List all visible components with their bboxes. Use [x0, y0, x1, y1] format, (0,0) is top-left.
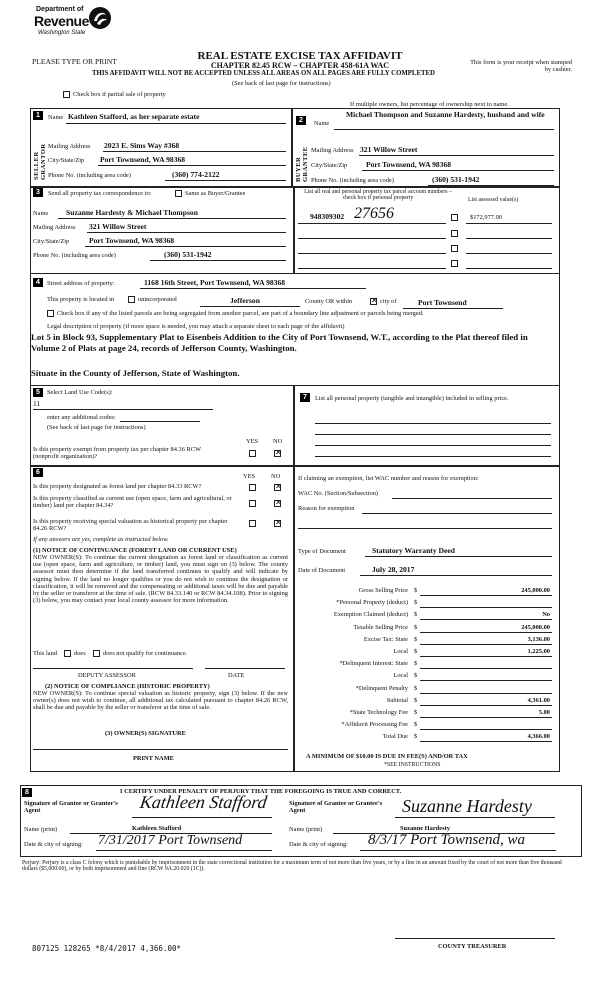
grantor-signature[interactable]: Kathleen Stafford [138, 792, 269, 812]
exempt-yes-checkbox[interactable] [249, 450, 256, 457]
tax-row-label: Excise Tax: State [363, 636, 408, 643]
tax-row-label: *Delinquent Interest: State [339, 660, 408, 667]
tax-row-label: Local [393, 648, 408, 655]
partial-sale-label: Check box if partial sale of property [73, 91, 166, 98]
q-forest: Is this property designated as forest land per chapter 84.33 RCW? [33, 483, 202, 490]
seller-tag: SELLER GRANTOR [33, 143, 47, 180]
land-does-not-checkbox[interactable] [93, 650, 100, 657]
tax-row-dollar: $ [414, 721, 418, 728]
tax-row-value[interactable]: 3,136.00 [527, 636, 550, 643]
doc-type-label: Type of Document [298, 548, 346, 555]
tax-row-label: *State Technology Fee [349, 709, 408, 716]
dept-line2: Revenue [34, 13, 89, 29]
q-current-use: Is this property classified as current use (open space, farm and agricultural, or timber) land per chapter 84.34? [33, 495, 232, 510]
seller-mail[interactable]: 2023 E. Sims Way #368 [104, 141, 180, 150]
see-instructions: *SEE INSTRUCTIONS [384, 762, 441, 768]
parcel-header: List all real and personal property tax parcel account numbers – check box if personal property [304, 189, 452, 202]
additional-codes-label: enter any additional codes: [47, 414, 116, 421]
grantee-name[interactable]: Suzanne Hardesty [400, 825, 450, 832]
see-back-header: (See back of last page for instructions) [232, 80, 331, 87]
corr-mail-label: Mailing Address [33, 224, 76, 231]
grantor-name-label: Name (print) [24, 826, 58, 833]
forest-yes-checkbox[interactable] [249, 484, 256, 491]
tax-row-label: *Affidavit Processing Fee [341, 721, 408, 728]
tax-row-dollar: $ [414, 709, 418, 716]
segregated-label: Check box if any of the listed parcels are being segregated from another parcel, are part of a boundary line adjustment or parcels being merged. [57, 310, 424, 317]
parcel-number[interactable]: 948309302 [310, 212, 345, 221]
tax-row-dollar: $ [414, 599, 418, 606]
legal-description[interactable]: Lot 5 in Block 93, Supplementary Plat to Eisenbeis Addition to the City of Port Townsend, W.T., according to the Plat thereof filed in Volume 2 of Plats at page 24, records of Jefferson County, Washington. [31, 332, 528, 353]
same-as-buyer-label: Same as Buyer/Grantee [185, 190, 246, 197]
form-title: REAL ESTATE EXCISE TAX AFFIDAVIT [197, 50, 403, 62]
notice2-title: (2) NOTICE OF COMPLIANCE (HISTORIC PROPERTY) [45, 683, 210, 690]
land-use-label: Select Land Use Code(s): [47, 389, 113, 396]
corr-phone[interactable]: (360) 531-1942 [164, 250, 212, 259]
doc-date[interactable]: July 28, 2017 [372, 565, 415, 574]
land-use-see-back: (See back of last page for instructions) [47, 424, 146, 431]
tax-row-dollar: $ [414, 611, 418, 618]
grantor-date[interactable]: 7/31/2017 Port Townsend [98, 833, 243, 848]
dept-line3: Washington State [38, 30, 86, 36]
historic-no-checkbox[interactable] [274, 520, 281, 527]
section-5-number: 5 [33, 388, 43, 397]
personal-property-label: List all personal property (tangible and intangible) included in selling price. [315, 395, 509, 402]
seller-city[interactable]: Port Townsend, WA 98368 [100, 155, 186, 164]
section-6-number: 6 [33, 468, 43, 477]
seller-city-label: City/State/Zip [48, 157, 85, 164]
personal-property-checkbox-3[interactable] [451, 245, 458, 252]
section-8-number: 8 [22, 788, 32, 797]
forest-no-checkbox[interactable] [274, 484, 281, 491]
section-3-number: 3 [33, 188, 43, 197]
current-use-no-checkbox[interactable] [274, 500, 281, 507]
certify-statement: I CERTIFY UNDER PENALTY OF PERJURY THAT THE FOREGOING IS TRUE AND CORRECT. [120, 788, 402, 795]
cashier-stamp: 807125 128265 *8/4/2017 4,366.00* [32, 944, 182, 953]
tax-row-label: Total Due [382, 733, 408, 740]
county-treasurer-label: COUNTY TREASURER [438, 943, 507, 950]
assessed-header: List assessed value(s) [468, 197, 519, 203]
please-type: PLEASE TYPE OR PRINT [32, 57, 117, 66]
historic-yes-checkbox[interactable] [249, 520, 256, 527]
perjury-note: Perjury: Perjury is a class C felony which is punishable by imprisonment in the state correctional institution for a maximum term of not more than five years, or by a fine in an amount fixed by the court of not more than five thousand dollars ($5,000.00), or by both imprisonment and fine (RCW 9A.20.020 (1C)). [22, 860, 562, 873]
s6-yes: YES [243, 473, 256, 480]
city-of-checkbox[interactable] [370, 298, 377, 305]
tax-row-dollar: $ [414, 587, 418, 594]
section-2-number: 2 [296, 116, 306, 125]
form-warning: THIS AFFIDAVIT WILL NOT BE ACCEPTED UNLESS ALL AREAS ON ALL PAGES ARE FULLY COMPLETED [92, 70, 435, 77]
tax-row-value[interactable]: 245,000.00 [521, 587, 550, 594]
owner-signature-label: (3) OWNER(S) SIGNATURE [105, 730, 186, 737]
deputy-assessor-label: DEPUTY ASSESSOR [78, 672, 136, 679]
form-chapter: CHAPTER 82.45 RCW – CHAPTER 458-61A WAC [210, 61, 390, 70]
s5-yes: YES [246, 438, 259, 445]
tax-row-label: Gross Selling Price [358, 587, 408, 594]
corr-phone-label: Phone No. (including area code) [33, 252, 116, 259]
if-yes-note: If any answers are yes, complete as instructed below. [33, 536, 169, 543]
tax-row-value[interactable]: 4,366.00 [527, 733, 550, 740]
s6-no: NO [271, 473, 281, 480]
tax-row-dollar: $ [414, 648, 418, 655]
tax-row-dollar: $ [414, 636, 418, 643]
tax-row-dollar: $ [414, 685, 418, 692]
tax-row-value[interactable]: No [542, 611, 550, 618]
notice2-body: NEW OWNER(S): To continue special valuation as historic property, sign (3) below. If the new owner(s) does not wish to continue, all additional tax calculated pursuant to chapter 84.26 RCW, shall be due and payable by the seller or transferor at the time of sale. [33, 690, 288, 712]
tax-row-value[interactable]: 4,361.00 [527, 697, 550, 704]
date-label: DATE [228, 672, 245, 679]
does-label: does [74, 650, 86, 657]
partial-sale-checkbox[interactable] [63, 91, 70, 98]
exemption-label: If claiming an exemption, list WAC number and reason for exemption: [298, 475, 479, 482]
personal-property-checkbox-2[interactable] [451, 230, 458, 237]
situate[interactable]: Situate in the County of Jefferson, State of Washington. [31, 368, 240, 378]
city-value[interactable]: Port Townsend [418, 298, 467, 307]
corr-mail[interactable]: 321 Willow Street [89, 222, 147, 231]
tax-row-label: Exemption Claimed (deduct) [333, 611, 408, 618]
buyer-phone-label: Phone No. (including area code) [311, 177, 394, 184]
current-use-yes-checkbox[interactable] [249, 500, 256, 507]
seller-name[interactable]: Kathleen Stafford, as her separate estate [68, 112, 200, 121]
buyer-mail-label: Mailing Address [311, 147, 354, 154]
grantee-sig-label: Signature of Grantee or Grantee's Agent [289, 800, 383, 815]
personal-property-checkbox-1[interactable] [451, 214, 458, 221]
exempt-question: Is this property exempt from property tax per chapter 84.36 RCW (nonprofit organization)? [33, 446, 201, 461]
dor-logo [32, 6, 114, 40]
minimum-note: A MINIMUM OF $10.00 IS DUE IN FEE(S) AND/OR TAX [306, 753, 468, 760]
tax-row-dollar: $ [414, 624, 418, 631]
section-7-number: 7 [300, 393, 310, 402]
correspondence-label: Send all property tax correspondence to: [48, 190, 152, 197]
grantor-date-label: Date & city of signing: [24, 841, 83, 848]
land-does-checkbox[interactable] [64, 650, 71, 657]
seller-name-label: Name [48, 114, 64, 121]
grantee-signature[interactable]: Suzanne Hardesty [402, 796, 532, 816]
section-6-current-use [30, 465, 294, 772]
section-1-number: 1 [33, 111, 43, 120]
buyer-phone[interactable]: (360) 531-1942 [432, 175, 480, 184]
grantor-sig-label: Signature of Grantor or Grantor's Agent [24, 800, 118, 815]
corr-name[interactable]: Suzanne Hardesty & Michael Thompson [66, 208, 198, 217]
q-historic: Is this property receiving special valuation as historical property per chapter 84.26 RCW? [33, 518, 228, 533]
print-name-label: PRINT NAME [133, 755, 174, 762]
doc-date-label: Date of Document [298, 567, 346, 574]
seller-phone[interactable]: (360) 774-2122 [172, 170, 220, 179]
tax-row-label: *Personal Property (deduct) [336, 599, 408, 606]
legal-label: Legal description of property (if more space is needed, you may attach a separate sheet to each page of the affidavit) [47, 323, 345, 330]
assessed-value[interactable]: $172,977.00 [470, 214, 502, 221]
unincorporated-label: unincorporated [138, 296, 177, 303]
personal-property-checkbox-4[interactable] [451, 260, 458, 267]
tax-row-value[interactable]: 5.00 [538, 709, 550, 716]
tax-row-label: Taxable Selling Price [353, 624, 408, 631]
corr-name-label: Name [33, 210, 49, 217]
grantee-date-label: Date & city of signing: [289, 841, 348, 848]
tax-row-dollar: $ [414, 660, 418, 667]
tax-row-label: *Delinquent Penalty [355, 685, 408, 692]
unincorporated-checkbox[interactable] [128, 296, 135, 303]
wac-label: WAC No. (Section/Subsection) [298, 490, 379, 497]
city-of-label: city of [380, 298, 397, 305]
receipt-note: This form is your receipt when stamped by cashier. [470, 59, 572, 74]
buyer-mail[interactable]: 321 Willow Street [360, 145, 418, 154]
s5-no: NO [273, 438, 283, 445]
buyer-tag: BUYER GRANTEE [295, 146, 309, 182]
notice1-title: (1) NOTICE OF CONTINUANCE (FOREST LAND OR CURRENT USE) [33, 547, 237, 554]
segregated-checkbox[interactable] [47, 310, 54, 317]
corr-city-label: City/State/Zip [33, 238, 70, 245]
multiple-owners-note: If multiple owners, list percentage of ownership next to name. [350, 101, 509, 108]
seller-phone-label: Phone No. (including area code) [48, 172, 131, 179]
exempt-no-checkbox[interactable] [274, 450, 281, 457]
same-as-buyer-checkbox[interactable] [175, 190, 182, 197]
tax-row-value[interactable]: 245,000.00 [521, 624, 550, 631]
dor-swirl-icon [88, 6, 112, 30]
grantee-date[interactable]: 8/3/17 Port Townsend, wa [368, 832, 525, 848]
street-label: Street address of property: [47, 280, 115, 287]
grantee-name-label: Name (print) [289, 826, 323, 833]
reason-label: Reason for exemption [298, 505, 355, 512]
corr-city[interactable]: Port Townsend, WA 98368 [89, 236, 175, 245]
doc-type[interactable]: Statutory Warranty Deed [372, 546, 455, 555]
buyer-name[interactable]: Michael Thompson and Suzanne Hardesty, husband and wife [346, 110, 545, 119]
county-label: County OR within [305, 298, 353, 305]
buyer-city[interactable]: Port Townsend, WA 98368 [366, 160, 452, 169]
buyer-city-label: City/State/Zip [311, 162, 348, 169]
notice1-body: NEW OWNER(S): To continue the current designation as forest land or classification as current use (open space, farm and agriculture, or timber) land, you must sign on (3) below. The county assessor must then determine if the land transferred continues to qualify and will indicate by signing below. If the land no longer qualifies or you do not wish to continue the designation or classification, it will be removed and the compensating or additional taxes will be due and payable by the seller or transferor at the time of sale. (RCW 84.33.140 or RCW 84.34.108). Prior to signing (3) below, you may contact your local county assessor for more information. [33, 554, 288, 605]
county-value[interactable]: Jefferson [230, 296, 260, 305]
tax-row-dollar: $ [414, 733, 418, 740]
tax-row-dollar: $ [414, 672, 418, 679]
tax-row-label: Local [393, 672, 408, 679]
land-use-code[interactable]: 11 [33, 399, 41, 408]
tax-row-dollar: $ [414, 697, 418, 704]
seller-mail-label: Mailing Address [48, 143, 91, 150]
located-label: This property is located in [47, 296, 115, 303]
does-not-label: does not qualify for continuance. [103, 650, 188, 657]
grantor-name[interactable]: Kathleen Stafford [132, 825, 182, 832]
dept-line1: Department of [36, 6, 84, 13]
parcel-handwritten: 27656 [354, 205, 394, 222]
tax-row-value[interactable]: 1,225.00 [527, 648, 550, 655]
this-land-label: This land [33, 650, 57, 657]
street-value[interactable]: 1168 16th Street, Port Townsend, WA 98368 [144, 278, 286, 287]
section-4-number: 4 [33, 278, 43, 287]
tax-row-label: Subtotal [386, 697, 408, 704]
buyer-name-label: Name [314, 120, 330, 127]
